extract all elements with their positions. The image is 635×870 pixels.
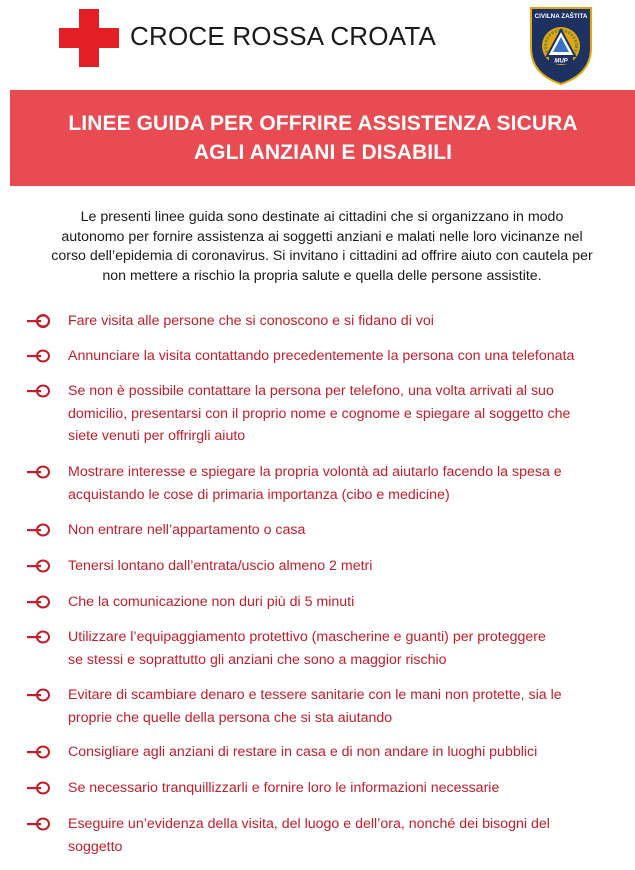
guideline-text: Utilizzare l’equipaggiamento protettivo (mascherine e guanti) per proteggere se stessi e soprattutto gli anziani che sono a maggior rischio	[68, 629, 546, 668]
guideline-text: Evitare di scambiare denaro e tessere sanitarie con le mani non protette, sia le proprie che quelle della persona che si sta aiutando	[68, 687, 562, 726]
emblem-text-top: CIVILNA ZAŠTITA	[534, 13, 588, 20]
intro-line: autonomo per fornire assistenza ai soggetti anziani e malati nelle loro vicinanze nel	[61, 228, 583, 245]
emblem-text-bottom: MUP	[554, 58, 568, 65]
bullet-arrow-icon	[27, 523, 55, 537]
title-line-1: LINEE GUIDA PER OFFRIRE ASSISTENZA SICURA	[68, 112, 578, 135]
intro-line: non mettere a rischio la propria salute e quella delle persone assistite.	[102, 267, 542, 284]
bullet-arrow-icon	[27, 630, 55, 644]
header	[0, 0, 635, 88]
bullet-arrow-icon	[27, 465, 55, 479]
bullet-arrow-icon	[27, 781, 55, 795]
title-line-2: AGLI ANZIANI E DISABILI	[193, 141, 453, 164]
guideline-text: Che la comunicazione non duri più di 5 minuti	[68, 594, 355, 610]
intro-line: Le presenti linee guida sono destinate ai cittadini che si organizzano in modo	[80, 209, 564, 225]
bullet-arrow-icon	[27, 688, 55, 702]
guideline-text: Fare visita alle persone che si conoscono e si fidano di voi	[68, 313, 434, 329]
guideline-text: Mostrare interesse e spiegare la propria volontà ad aiutarlo facendo la spesa e acquistando le cose di primaria importanza (cibo e medicine)	[68, 464, 562, 503]
bullet-arrow-icon	[27, 745, 55, 759]
guideline-text: Eseguire un’evidenza della visita, del luogo e dell’ora, nonché dei bisogni del soggetto	[68, 816, 550, 855]
guideline-text: Se non è possibile contattare la persona per telefono, una volta arrivati al suo domicilio, presentarsi con il proprio nome e cognome e spiegare al soggetto che siete venuti per offrirgli aiuto	[68, 383, 571, 444]
title-banner	[10, 90, 635, 186]
red-cross-logo	[59, 9, 119, 67]
intro-line: corso dell’epidemia di coronavirus. Si invitano i cittadini ad offrire aiuto con cautela per	[51, 248, 593, 264]
bullet-arrow-icon	[27, 559, 55, 573]
bullet-arrow-icon	[27, 349, 55, 363]
bullet-arrow-icon	[27, 384, 55, 398]
bullet-arrow-icon	[27, 595, 55, 609]
guideline-text: Non entrare nell’appartamento o casa	[68, 522, 306, 538]
organization-name: CROCE ROSSA CROATA	[130, 21, 437, 51]
guideline-text: Tenersi lontano dall’entrata/uscio almeno 2 metri	[68, 558, 373, 574]
bullet-arrow-icon	[27, 817, 55, 831]
bullet-arrow-icon	[27, 314, 55, 328]
civil-protection-emblem-icon	[527, 4, 595, 86]
guideline-text: Se necessario tranquillizzarli e fornire loro le informazioni necessarie	[68, 780, 500, 796]
intro-paragraph	[22, 208, 622, 286]
guideline-text: Consigliare agli anziani di restare in casa e di non andare in luoghi pubblici	[68, 744, 538, 760]
guideline-text: Annunciare la visita contattando precedentemente la persona con una telefonata	[68, 348, 575, 364]
